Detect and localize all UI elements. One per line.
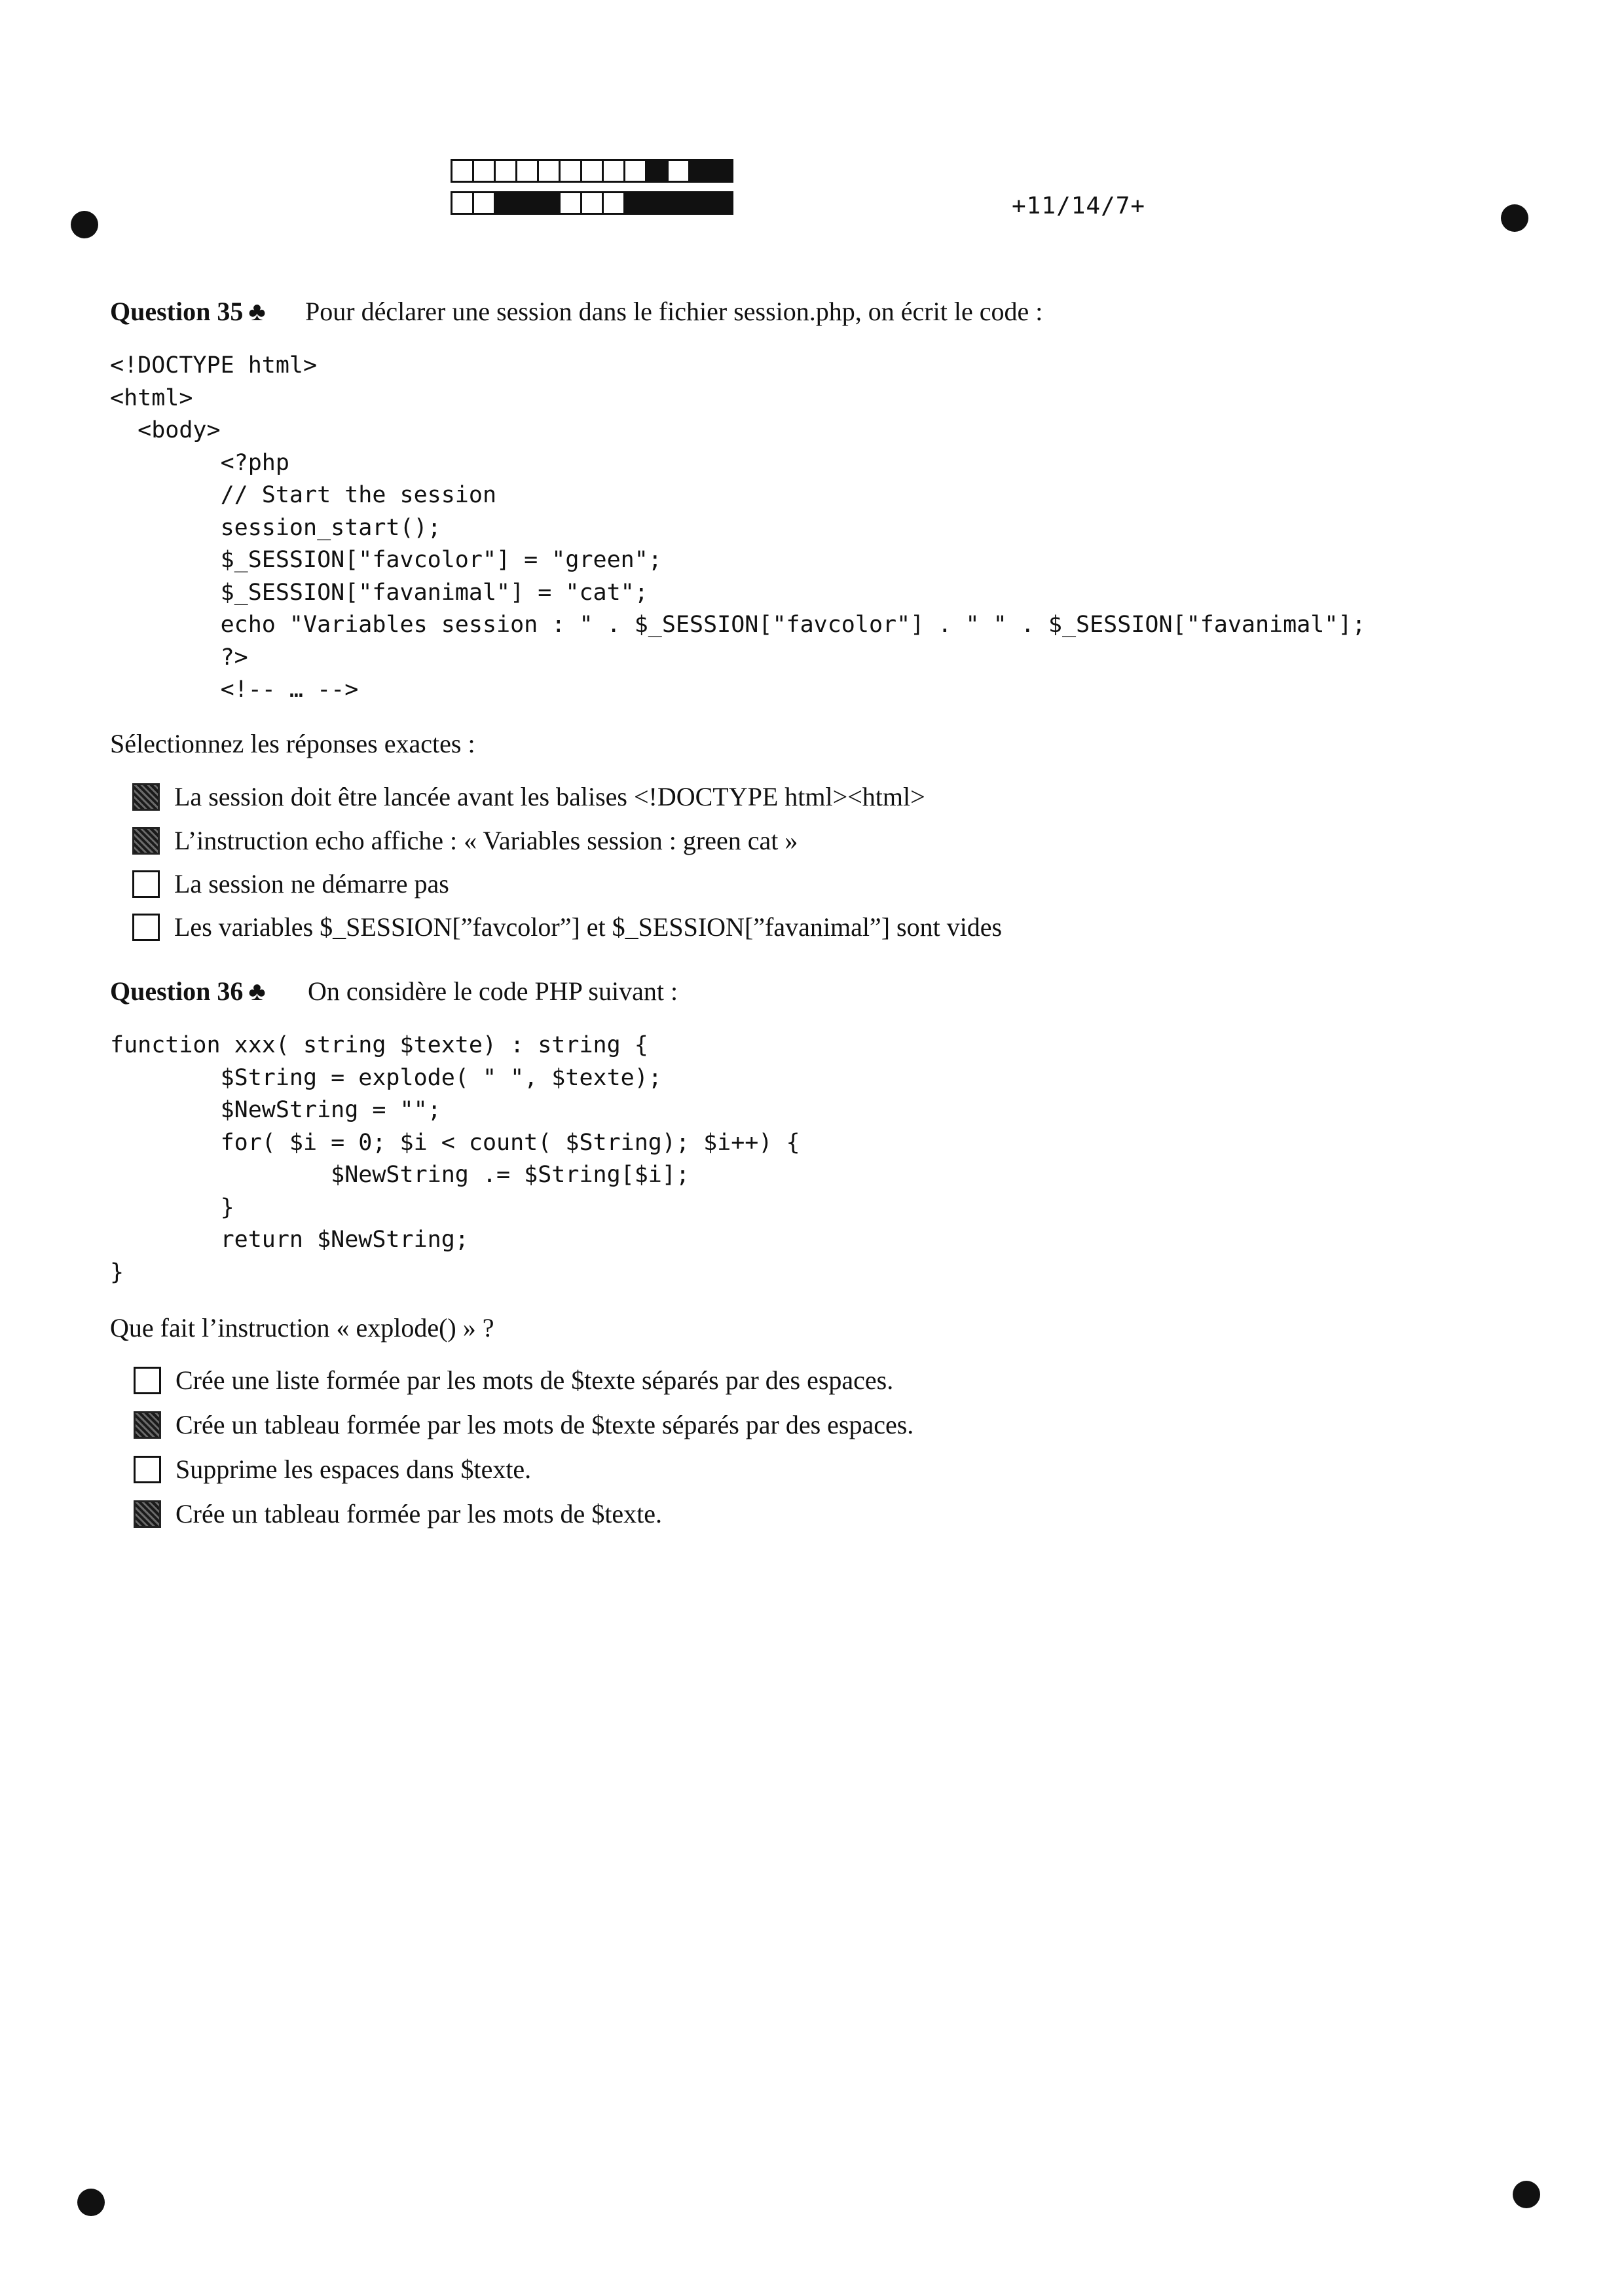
answer-option[interactable] [132,868,449,899]
code-cell-empty [494,159,517,183]
code-cell-empty [515,159,539,183]
checkbox[interactable] [134,1367,161,1394]
code-cell-empty [451,191,474,215]
code-cell-empty [472,191,496,215]
answer-option[interactable] [134,1409,913,1440]
code-cell-filled [688,191,712,215]
question-prompt: Que fait l’instruction « explode() » ? [110,1313,494,1342]
code-snippet: function xxx( string $texte) : string { $String = explode( " ", $texte); $NewString = ""; for( $i = 0; $i < count( $String); $i++) { $NewString .= $String[$i]; } return $NewString; } [110,1032,800,1286]
answer-option[interactable] [132,825,798,856]
checkbox-checked[interactable] [134,1411,161,1439]
club-icon: ♣ [248,297,266,326]
answer-option[interactable] [134,1454,531,1485]
registration-mark-bottom-right [1513,2181,1540,2208]
checkbox-checked[interactable] [132,783,160,811]
question-label: Question 35 [110,297,244,326]
code-cell-empty [623,159,647,183]
code-cell-empty [580,191,604,215]
answer-text: Crée un tableau formée par les mots de $texte séparés par des espaces. [175,1410,914,1439]
question-prompt: Sélectionnez les réponses exactes : [110,729,475,758]
answer-text: Les variables $_SESSION[”favcolor”] et $_SESSION[”favanimal”] sont vides [174,912,1003,942]
question-36-header [110,976,678,1007]
code-cell-empty [559,159,582,183]
answer-text: L’instruction echo affiche : « Variables session : green cat » [174,826,798,855]
code-cell-filled [515,191,539,215]
checkbox-checked[interactable] [134,1500,161,1528]
answer-option[interactable] [132,912,1002,942]
answer-option[interactable] [132,781,925,812]
code-cell-filled [645,191,669,215]
code-cell-filled [537,191,561,215]
code-cell-filled [688,159,712,183]
answer-text: La session ne démarre pas [174,869,449,898]
code-cell-empty [580,159,604,183]
code-cell-filled [710,159,733,183]
code-cell-empty [559,191,582,215]
question-text: On considère le code PHP suivant : [308,976,678,1006]
club-icon: ♣ [248,976,266,1006]
code-cell-empty [537,159,561,183]
code-cell-empty [667,159,690,183]
checkbox[interactable] [134,1456,161,1483]
checkbox-checked[interactable] [132,827,160,855]
code-snippet: <!DOCTYPE html> <html> <body> <?php // Start the session session_start(); $_SESSION["favcolor"] = "green"; $_SESSION["favanimal"] = "cat"; echo "Variables session : " . $_SESSION["favcolor"] . " " . $_SESSION["favanimal"]; ?> <!-- … --> [110,352,1366,703]
code-cell-filled [710,191,733,215]
code-cell-empty [602,191,625,215]
question-35-header [110,296,1043,327]
code-cell-filled [645,159,669,183]
answer-text: Crée un tableau formée par les mots de $texte. [175,1499,663,1528]
code-cell-empty [602,159,625,183]
registration-mark-top-left [71,211,98,238]
page-id-code-row-2 [451,191,733,215]
registration-mark-top-right [1501,204,1528,232]
code-cell-empty [472,159,496,183]
code-cell-filled [667,191,690,215]
answer-text: Crée une liste formée par les mots de $texte séparés par des espaces. [175,1365,894,1395]
code-cell-filled [494,191,517,215]
checkbox[interactable] [132,870,160,898]
answer-option[interactable] [134,1498,662,1529]
code-cell-filled [623,191,647,215]
question-label: Question 36 [110,976,244,1006]
code-cell-empty [451,159,474,183]
question-text: Pour déclarer une session dans le fichier session.php, on écrit le code : [305,297,1043,326]
answer-text: La session doit être lancée avant les balises <!DOCTYPE html><html> [174,782,925,811]
page-number: +11/14/7+ [1012,193,1146,219]
registration-mark-bottom-left [77,2189,105,2216]
page-id-code-row-1 [451,159,733,183]
answer-text: Supprime les espaces dans $texte. [175,1454,532,1484]
checkbox[interactable] [132,914,160,941]
answer-option[interactable] [134,1365,893,1396]
